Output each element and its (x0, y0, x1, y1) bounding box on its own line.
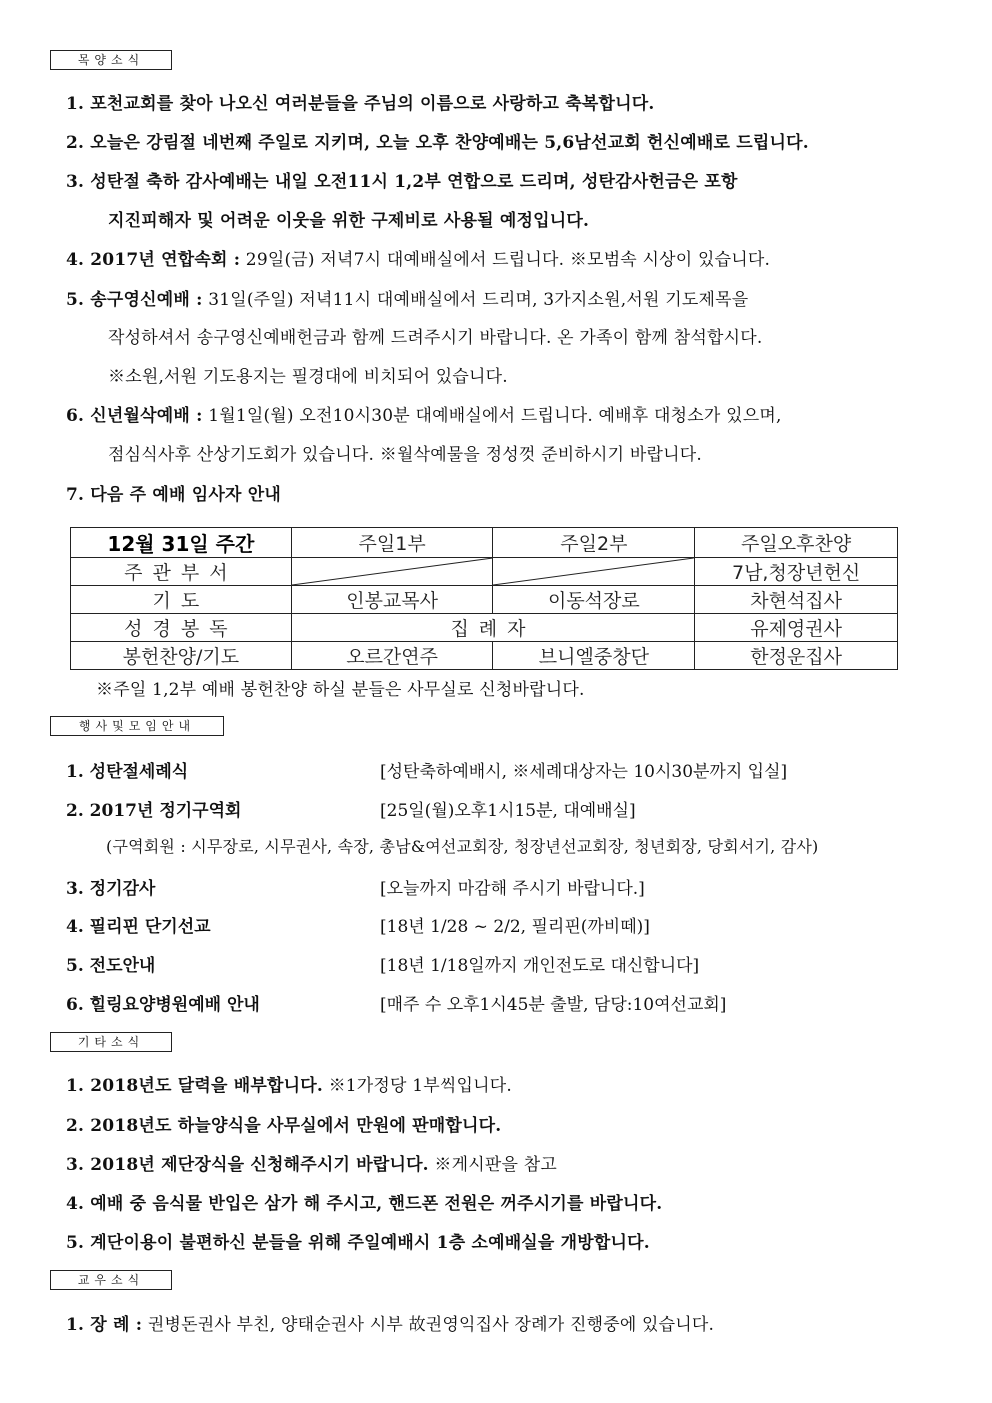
pastoral-item-5-cont: 작성하셔서 송구영신예배헌금과 함께 드려주시기 바랍니다. 온 가족이 함께 참석합시다. (108, 328, 763, 348)
other-item-5: 5. 계단이용이 불편하신 분들을 위해 주일예배시 1층 소예배실을 개방합니다. (66, 1233, 650, 1253)
diagonal-line (292, 558, 493, 585)
district-members-note: (구역회원 : 시무장로, 시무권사, 속장, 총남&여선교회장, 청장년선교회장, 청년회장, 당회서기, 감사) (106, 837, 819, 856)
diagonal-line (493, 558, 694, 585)
other-item-1-rest: ※1가정당 1부씩입니다. (322, 1076, 512, 1096)
worship-schedule-table (70, 527, 898, 670)
other-item-3-bold: 3. 2018년 제단장식을 신청해주시기 바랍니다. (66, 1155, 429, 1175)
pastoral-item-6-text: 1월1일(월) 오전10시30분 대예배실에서 드립니다. 예배후 대청소가 있으며, (202, 406, 782, 426)
event-detail: [성탄축하예배시, ※세례대상자는 10시30분까지 입실] (380, 762, 788, 782)
other-item-3-rest: ※게시판을 참고 (428, 1155, 557, 1175)
schedule-col-sunday2: 주일2부 (493, 528, 695, 558)
pastoral-item-1: 1. 포천교회를 찾아 나오신 여러분들을 주님의 이름으로 사랑하고 축복합니다. (66, 94, 655, 114)
schedule-col-afternoon: 주일오후찬양 (695, 528, 898, 558)
empty-diagonal-cell (291, 558, 493, 586)
members-item-1-bold: 1. 장 례 : (66, 1315, 143, 1335)
table-row (71, 614, 898, 642)
other-item-2: 2. 2018년도 하늘양식을 사무실에서 만원에 판매합니다. (66, 1116, 502, 1136)
event-name: 6. 힐링요양병원예배 안내 (66, 995, 260, 1015)
event-detail: [매주 수 오후1시45분 출발, 담당:10여선교회] (380, 995, 727, 1015)
pastoral-item-7: 7. 다음 주 예배 임사자 안내 (66, 485, 281, 505)
scripture-officiant: 집례자 (291, 614, 695, 642)
members-item-1 (66, 1310, 714, 1335)
host-dept-afternoon: 7남,청장년헌신 (695, 558, 898, 586)
table-row (71, 528, 898, 558)
other-item-1-bold: 1. 2018년도 달력을 배부합니다. (66, 1076, 323, 1096)
event-detail: [18년 1/28 ~ 2/2, 필리핀(까비떼)] (380, 917, 650, 937)
other-item-3 (66, 1150, 557, 1175)
prayer-sunday1: 인봉교목사 (291, 586, 493, 614)
table-row (71, 558, 898, 586)
pastoral-item-4 (66, 245, 770, 270)
scripture-afternoon: 유제영권사 (695, 614, 898, 642)
event-name: 1. 성탄절세례식 (66, 762, 189, 782)
event-detail: [18년 1/18일까지 개인전도로 대신합니다] (380, 956, 700, 976)
row-label-scripture: 성경봉독 (71, 614, 292, 642)
row-label-prayer: 기도 (71, 586, 292, 614)
schedule-note: ※주일 1,2부 예배 봉헌찬양 하실 분들은 사무실로 신청바랍니다. (96, 680, 585, 700)
other-item-4: 4. 예배 중 음식물 반입은 삼가 해 주시고, 핸드폰 전원은 꺼주시기를 바랍니다. (66, 1194, 663, 1214)
offering-sunday1: 오르간연주 (291, 642, 493, 670)
offering-afternoon: 한정운집사 (695, 642, 898, 670)
section-label-members: 교우소식 (50, 1270, 172, 1290)
offering-sunday2: 브니엘중창단 (493, 642, 695, 670)
section-label-events: 행사및모임안내 (50, 716, 224, 736)
row-label-host-dept: 주관부서 (71, 558, 292, 586)
pastoral-item-5-title: 5. 송구영신예배 : (66, 290, 203, 310)
table-row (71, 586, 898, 614)
pastoral-item-6-cont: 점심식사후 산상기도회가 있습니다. ※월삭예물을 정성껏 준비하시기 바랍니다. (108, 445, 702, 465)
pastoral-item-5-note: ※소원,서원 기도용지는 필경대에 비치되어 있습니다. (108, 367, 508, 387)
pastoral-item-4-title: 4. 2017년 연합속회 : (66, 250, 241, 270)
pastoral-item-5-text: 31일(주일) 저녁11시 대예배실에서 드리며, 3가지소원,서원 기도제목을 (202, 290, 749, 310)
section-label-other: 기타소식 (50, 1032, 172, 1052)
members-item-1-rest: 권병돈권사 부친, 양태순권사 시부 故권영익집사 장례가 진행중에 있습니다. (142, 1315, 715, 1335)
other-item-1 (66, 1071, 512, 1096)
pastoral-item-6-title: 6. 신년월삭예배 : (66, 406, 203, 426)
pastoral-item-2: 2. 오늘은 강림절 네번째 주일로 지키며, 오늘 오후 찬양예배는 5,6남선교회 헌신예배로 드립니다. (66, 133, 809, 153)
pastoral-item-3-cont: 지진피해자 및 어려운 이웃을 위한 구제비로 사용될 예정입니다. (108, 211, 590, 231)
event-name: 3. 정기감사 (66, 879, 156, 899)
pastoral-item-6 (66, 401, 782, 426)
prayer-sunday2: 이동석장로 (493, 586, 695, 614)
pastoral-item-3: 3. 성탄절 축하 감사예배는 내일 오전11시 1,2부 연합으로 드리며, 성탄감사헌금은 포항 (66, 172, 738, 192)
prayer-afternoon: 차현석집사 (695, 586, 898, 614)
row-label-offering: 봉헌찬양/기도 (71, 642, 292, 670)
event-name: 5. 전도안내 (66, 956, 156, 976)
schedule-col-sunday1: 주일1부 (291, 528, 493, 558)
pastoral-item-5 (66, 285, 748, 310)
event-name: 4. 필리핀 단기선교 (66, 917, 211, 937)
section-label-pastoral: 목양소식 (50, 50, 172, 70)
event-detail: [25일(월)오후1시15분, 대예배실] (380, 801, 636, 821)
table-row (71, 642, 898, 670)
event-detail: [오늘까지 마감해 주시기 바랍니다.] (380, 879, 645, 899)
empty-diagonal-cell (493, 558, 695, 586)
pastoral-item-4-text: 29일(금) 저녁7시 대예배실에서 드립니다. ※모범속 시상이 있습니다. (240, 250, 771, 270)
schedule-week-header: 12월 31일 주간 (71, 528, 292, 558)
event-name: 2. 2017년 정기구역회 (66, 801, 242, 821)
